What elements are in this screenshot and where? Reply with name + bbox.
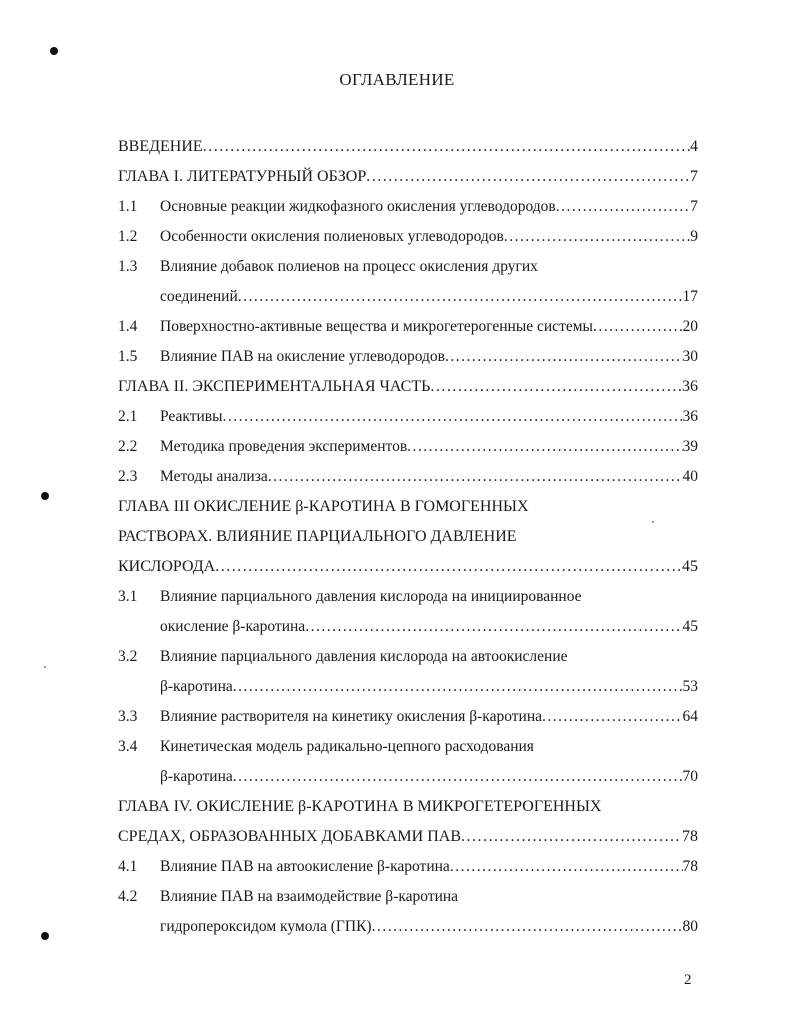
toc-entry-number: 3.1 <box>118 588 138 605</box>
table-of-contents <box>118 126 698 936</box>
dot-leader <box>203 138 690 156</box>
dot-leader <box>366 168 690 186</box>
toc-entry <box>118 726 698 756</box>
dot-leader <box>556 198 691 216</box>
toc-entry-title: β-каротина <box>160 768 233 785</box>
toc-entry-title: Реактивы <box>160 408 223 425</box>
dot-leader <box>445 348 682 366</box>
toc-entry-page: 9 <box>690 228 698 245</box>
scan-speck <box>44 666 46 668</box>
toc-entry-title: гидропероксидом кумола (ГПК) <box>160 918 372 935</box>
toc-entry-title: Методика проведения экспериментов <box>160 438 408 455</box>
toc-entry-title: Влияние парциального давления кислорода на инициированное <box>160 588 582 605</box>
toc-entry <box>118 606 698 636</box>
toc-entry <box>118 306 698 336</box>
page-number: 2 <box>684 972 692 988</box>
toc-entry-page: 30 <box>682 348 698 365</box>
dot-leader <box>233 678 683 696</box>
toc-entry-title: Влияние ПАВ на окисление углеводородов <box>160 348 446 365</box>
toc-entry <box>118 126 698 156</box>
toc-entry-page: 7 <box>690 168 698 185</box>
toc-entry-page: 39 <box>682 438 698 455</box>
toc-entry-title: ВВЕДЕНИЕ <box>118 138 203 155</box>
toc-entry-title: ГЛАВА IV. ОКИСЛЕНИЕ β-КАРОТИНА В МИКРОГЕТЕРОГЕННЫХ <box>118 798 602 815</box>
toc-entry-title: Влияние ПАВ на автоокисление β-каротина <box>160 858 450 875</box>
toc-entry-title: окисление β-каротина <box>160 618 306 635</box>
toc-entry-title: Влияние добавок полиенов на процесс окисления других <box>160 258 538 275</box>
toc-entry-title: КИСЛОРОДА <box>118 558 216 575</box>
toc-entry-title: Влияние парциального давления кислорода на автоокисление <box>160 648 568 665</box>
dot-leader <box>430 378 682 396</box>
dot-leader <box>461 828 682 846</box>
toc-entry <box>118 666 698 696</box>
toc-entry <box>118 336 698 366</box>
toc-entry-number: 4.2 <box>118 888 138 905</box>
dot-leader <box>407 438 682 456</box>
dot-leader <box>223 408 683 426</box>
toc-entry-title: ГЛАВА III ОКИСЛЕНИЕ β-КАРОТИНА В ГОМОГЕННЫХ <box>118 498 529 515</box>
margin-bullet-mark <box>50 47 58 55</box>
toc-entry <box>118 186 698 216</box>
toc-entry <box>118 546 698 576</box>
toc-entry <box>118 846 698 876</box>
margin-bullet-mark <box>41 932 49 940</box>
toc-entry-title: соединений <box>160 288 238 305</box>
toc-entry-title: Основные реакции жидкофазного окисления углеводородов <box>160 198 556 215</box>
margin-bullet-mark <box>41 492 49 500</box>
toc-entry-number: 3.2 <box>118 648 138 665</box>
dot-leader <box>450 858 683 876</box>
toc-entry-number: 1.5 <box>118 348 138 365</box>
page-title: ОГЛАВЛЕНИЕ <box>339 70 455 89</box>
toc-entry-page: 45 <box>682 618 698 635</box>
toc-entry <box>118 696 698 726</box>
toc-entry-title: ГЛАВА I. ЛИТЕРАТУРНЫЙ ОБЗОР <box>118 168 367 185</box>
toc-entry <box>118 276 698 306</box>
toc-entry-page: 7 <box>690 198 698 215</box>
toc-entry-page: 78 <box>682 858 698 875</box>
toc-entry-page: 80 <box>682 918 698 935</box>
toc-entry-number: 2.2 <box>118 438 138 455</box>
toc-entry-title: Особенности окисления полиеновых углеводородов <box>160 228 504 245</box>
toc-entry <box>118 906 698 936</box>
toc-entry-title: РАСТВОРАХ. ВЛИЯНИЕ ПАРЦИАЛЬНОГО ДАВЛЕНИЕ <box>118 528 517 545</box>
toc-entry-number: 2.3 <box>118 468 138 485</box>
dot-leader <box>215 558 682 576</box>
dot-leader <box>268 468 683 486</box>
toc-entry-number: 1.2 <box>118 228 138 245</box>
toc-entry <box>118 486 698 516</box>
toc-entry-number: 3.4 <box>118 738 138 755</box>
toc-entry-page: 4 <box>690 138 698 155</box>
toc-entry <box>118 816 698 846</box>
dot-leader <box>238 288 683 306</box>
toc-entry-title: Влияние растворителя на кинетику окисления β-каротина <box>160 708 543 725</box>
toc-entry <box>118 636 698 666</box>
toc-entry-number: 3.3 <box>118 708 138 725</box>
toc-entry <box>118 396 698 426</box>
toc-entry-title: Методы анализа <box>160 468 268 485</box>
toc-entry-page: 53 <box>682 678 698 695</box>
toc-entry-page: 20 <box>682 318 698 335</box>
toc-entry-title: СРЕДАХ, ОБРАЗОВАННЫХ ДОБАВКАМИ ПАВ <box>118 828 461 845</box>
toc-entry-page: 17 <box>682 288 698 305</box>
toc-entry-number: 1.4 <box>118 318 138 335</box>
toc-entry-page: 36 <box>682 378 698 395</box>
toc-entry-page: 78 <box>682 828 698 845</box>
toc-entry <box>118 756 698 786</box>
dot-leader <box>504 228 690 246</box>
toc-entry-page: 36 <box>682 408 698 425</box>
dot-leader <box>593 318 683 336</box>
toc-entry-page: 40 <box>682 468 698 485</box>
toc-entry-number: 1.3 <box>118 258 138 275</box>
dot-leader <box>233 768 683 786</box>
toc-entry-title: ГЛАВА II. ЭКСПЕРИМЕНТАЛЬНАЯ ЧАСТЬ <box>118 378 431 395</box>
toc-entry-title: β-каротина <box>160 678 233 695</box>
toc-entry-title: Кинетическая модель радикально-цепного расходования <box>160 738 534 755</box>
toc-entry-number: 4.1 <box>118 858 138 875</box>
toc-entry-title: Влияние ПАВ на взаимодействие β-каротина <box>160 888 459 905</box>
toc-entry <box>118 216 698 246</box>
toc-entry <box>118 516 698 546</box>
toc-entry <box>118 156 698 186</box>
toc-entry-number: 1.1 <box>118 198 138 215</box>
toc-entry <box>118 426 698 456</box>
toc-entry <box>118 366 698 396</box>
dot-leader <box>542 708 682 726</box>
toc-entry <box>118 576 698 606</box>
toc-entry <box>118 456 698 486</box>
toc-entry-page: 70 <box>682 768 698 785</box>
toc-entry <box>118 246 698 276</box>
toc-entry <box>118 876 698 906</box>
toc-entry-page: 45 <box>682 558 698 575</box>
toc-entry <box>118 786 698 816</box>
dot-leader <box>372 918 683 936</box>
toc-entry-number: 2.1 <box>118 408 138 425</box>
toc-entry-page: 64 <box>682 708 698 725</box>
dot-leader <box>305 618 682 636</box>
toc-entry-title: Поверхностно-активные вещества и микрогетерогенные системы <box>160 318 593 335</box>
